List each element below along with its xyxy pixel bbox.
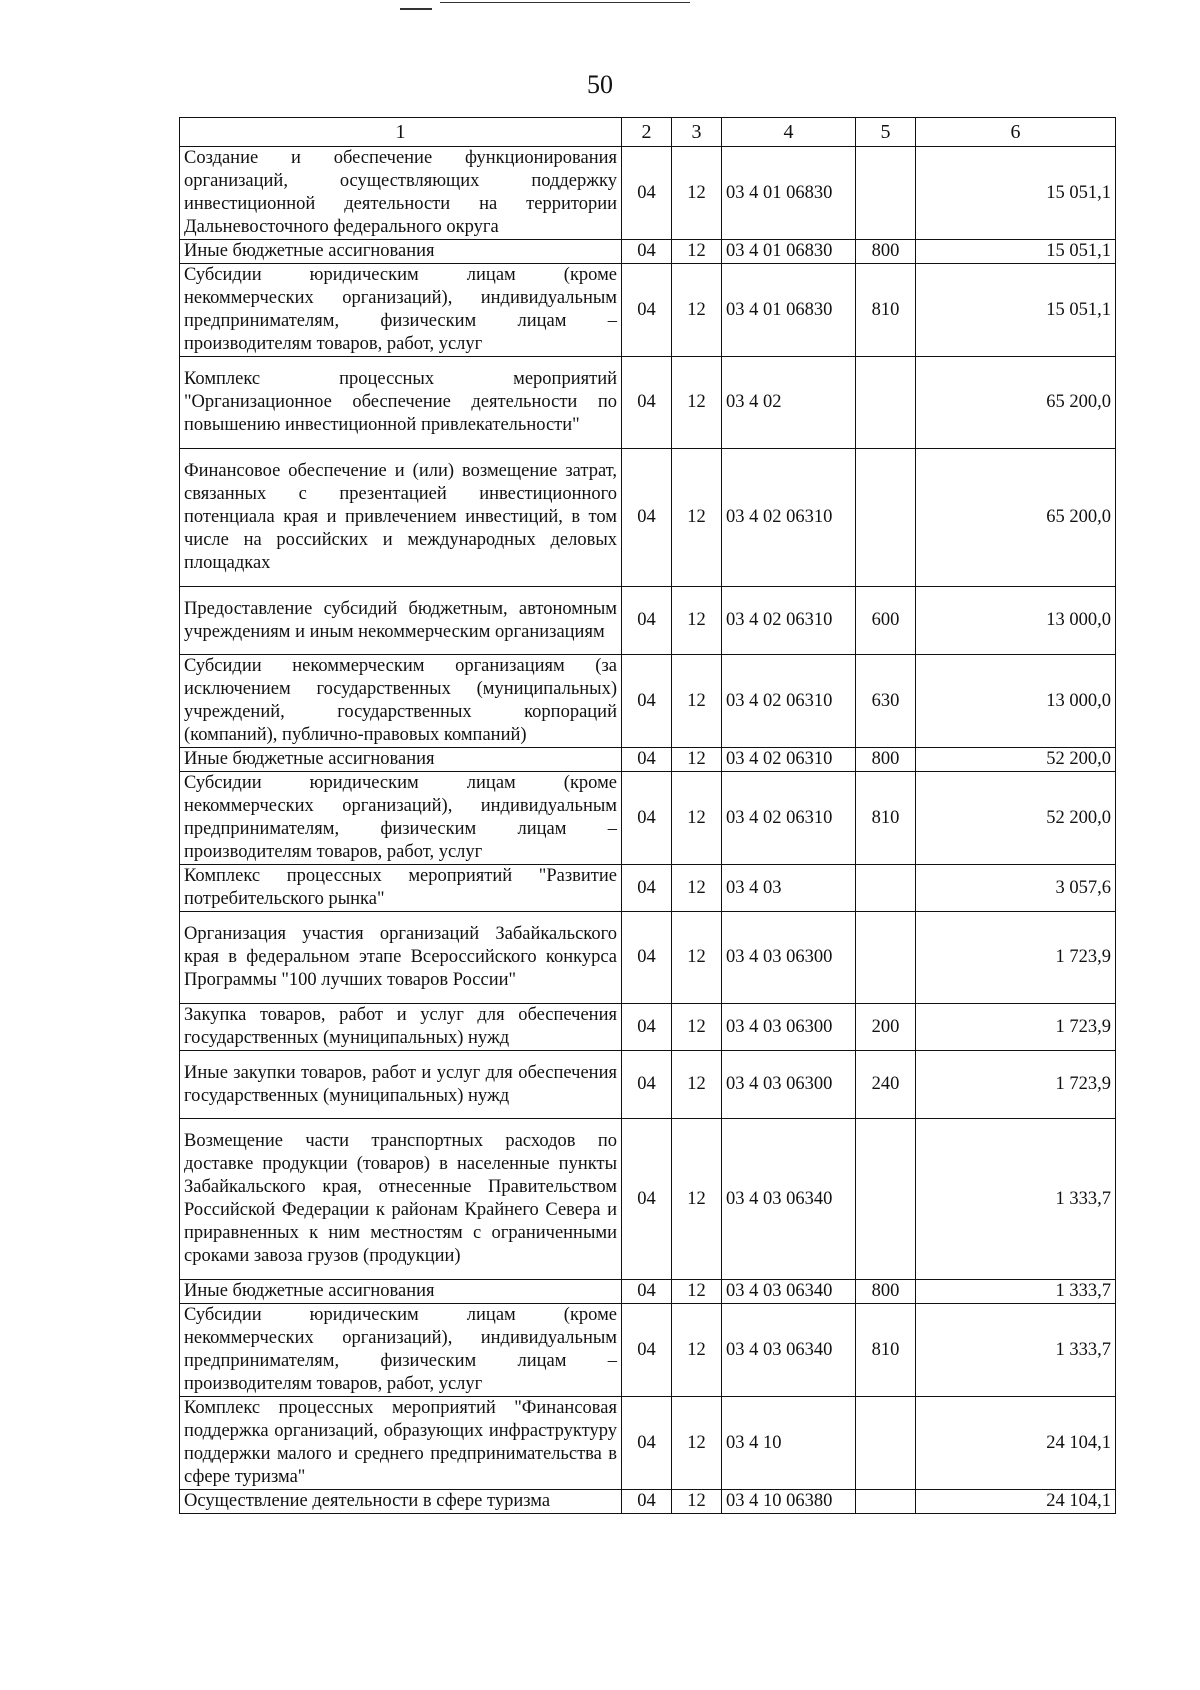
expense-type-code: 240 [856,1051,916,1119]
table-row [180,1397,1116,1490]
expense-type-code: 810 [856,772,916,865]
target-item-code: 03 4 03 06300 [722,1004,856,1051]
amount: 52 200,0 [916,748,1116,772]
amount: 52 200,0 [916,772,1116,865]
subsection-code: 12 [672,147,722,240]
section-code: 04 [622,264,672,357]
section-code: 04 [622,357,672,449]
target-item-code: 03 4 10 06380 [722,1490,856,1514]
subsection-code: 12 [672,1051,722,1119]
subsection-code: 12 [672,865,722,912]
amount: 13 000,0 [916,655,1116,748]
scan-artifact [400,8,432,10]
section-code: 04 [622,587,672,655]
table-row [180,865,1116,912]
amount: 24 104,1 [916,1397,1116,1490]
amount: 1 333,7 [916,1280,1116,1304]
section-code: 04 [622,655,672,748]
target-item-code: 03 4 03 [722,865,856,912]
item-name: Комплекс процессных мероприятий "Развитие потребительского рынка" [180,865,622,912]
table-row [180,655,1116,748]
expense-type-code [856,357,916,449]
expense-type-code: 800 [856,748,916,772]
scan-artifact [440,2,690,3]
item-name: Субсидии юридическим лицам (кроме некоммерческих организаций), индивидуальным предпринимателям, физическим лицам – производителям товаров, работ, услуг [180,264,622,357]
section-code: 04 [622,1119,672,1280]
table-row [180,1004,1116,1051]
expense-type-code [856,449,916,587]
item-name: Организация участия организаций Забайкальского края в федеральном этапе Всероссийского конкурса Программы "100 лучших товаров России" [180,912,622,1004]
item-name: Финансовое обеспечение и (или) возмещение затрат, связанных с презентацией инвестиционного потенциала края и привлечением инвестиций, в том числе на российских и международных деловых площадках [180,449,622,587]
section-code: 04 [622,1051,672,1119]
section-code: 04 [622,147,672,240]
subsection-code: 12 [672,587,722,655]
expense-type-code [856,1490,916,1514]
target-item-code: 03 4 01 06830 [722,147,856,240]
amount: 3 057,6 [916,865,1116,912]
amount: 1 333,7 [916,1304,1116,1397]
table-row [180,587,1116,655]
expense-type-code: 810 [856,1304,916,1397]
amount: 65 200,0 [916,357,1116,449]
column-header: 2 [622,118,672,147]
column-header: 6 [916,118,1116,147]
table-row [180,1119,1116,1280]
subsection-code: 12 [672,912,722,1004]
section-code: 04 [622,449,672,587]
subsection-code: 12 [672,772,722,865]
target-item-code: 03 4 03 06300 [722,1051,856,1119]
expense-type-code [856,1119,916,1280]
expense-type-code [856,865,916,912]
subsection-code: 12 [672,264,722,357]
table-row [180,240,1116,264]
item-name: Иные бюджетные ассигнования [180,748,622,772]
target-item-code: 03 4 02 06310 [722,655,856,748]
item-name: Возмещение части транспортных расходов по доставке продукции (товаров) в населенные пункты Забайкальского края, отнесенные Правительством Российской Федерации к районам Крайнего Севера и приравненных к ним местностям с ограниченными сроками завоза грузов (продукции) [180,1119,622,1280]
target-item-code: 03 4 02 06310 [722,748,856,772]
table-row [180,357,1116,449]
target-item-code: 03 4 03 06300 [722,912,856,1004]
table-row [180,449,1116,587]
column-header: 3 [672,118,722,147]
table-row [180,1051,1116,1119]
target-item-code: 03 4 01 06830 [722,264,856,357]
subsection-code: 12 [672,1119,722,1280]
expense-type-code: 810 [856,264,916,357]
column-header: 5 [856,118,916,147]
item-name: Комплекс процессных мероприятий "Организационное обеспечение деятельности по повышению инвестиционной привлекательности" [180,357,622,449]
amount: 15 051,1 [916,264,1116,357]
amount: 15 051,1 [916,147,1116,240]
subsection-code: 12 [672,655,722,748]
amount: 15 051,1 [916,240,1116,264]
item-name: Иные бюджетные ассигнования [180,240,622,264]
table-row [180,748,1116,772]
section-code: 04 [622,748,672,772]
subsection-code: 12 [672,748,722,772]
target-item-code: 03 4 01 06830 [722,240,856,264]
target-item-code: 03 4 02 06310 [722,772,856,865]
budget-allocation-table [179,117,1116,1514]
expense-type-code [856,1397,916,1490]
item-name: Осуществление деятельности в сфере туризма [180,1490,622,1514]
amount: 24 104,1 [916,1490,1116,1514]
table-row [180,772,1116,865]
subsection-code: 12 [672,240,722,264]
table-row [180,264,1116,357]
section-code: 04 [622,1280,672,1304]
section-code: 04 [622,1304,672,1397]
target-item-code: 03 4 02 06310 [722,449,856,587]
amount: 1 723,9 [916,912,1116,1004]
expense-type-code: 600 [856,587,916,655]
item-name: Предоставление субсидий бюджетным, автономным учреждениям и иным некоммерческим организациям [180,587,622,655]
expense-type-code: 800 [856,1280,916,1304]
section-code: 04 [622,1004,672,1051]
table-row [180,912,1116,1004]
expense-type-code: 630 [856,655,916,748]
target-item-code: 03 4 02 [722,357,856,449]
item-name: Иные закупки товаров, работ и услуг для обеспечения государственных (муниципальных) нужд [180,1051,622,1119]
column-header: 1 [180,118,622,147]
amount: 1 723,9 [916,1051,1116,1119]
section-code: 04 [622,1397,672,1490]
item-name: Субсидии юридическим лицам (кроме некоммерческих организаций), индивидуальным предпринимателям, физическим лицам – производителям товаров, работ, услуг [180,1304,622,1397]
subsection-code: 12 [672,1280,722,1304]
item-name: Субсидии юридическим лицам (кроме некоммерческих организаций), индивидуальным предпринимателям, физическим лицам – производителям товаров, работ, услуг [180,772,622,865]
expense-type-code [856,912,916,1004]
item-name: Субсидии некоммерческим организациям (за исключением государственных (муниципальных) учреждений, государственных корпораций (компаний), публично-правовых компаний) [180,655,622,748]
page-number: 50 [587,70,613,99]
target-item-code: 03 4 03 06340 [722,1304,856,1397]
target-item-code: 03 4 02 06310 [722,587,856,655]
table-row [180,1490,1116,1514]
target-item-code: 03 4 03 06340 [722,1119,856,1280]
item-name: Закупка товаров, работ и услуг для обеспечения государственных (муниципальных) нужд [180,1004,622,1051]
table-row [180,1304,1116,1397]
expense-type-code [856,147,916,240]
subsection-code: 12 [672,449,722,587]
section-code: 04 [622,865,672,912]
amount: 13 000,0 [916,587,1116,655]
table-row [180,147,1116,240]
amount: 65 200,0 [916,449,1116,587]
item-name: Комплекс процессных мероприятий "Финансовая поддержка организаций, образующих инфраструктуру поддержки малого и среднего предпринимательства в сфере туризма" [180,1397,622,1490]
table-row [180,1280,1116,1304]
amount: 1 333,7 [916,1119,1116,1280]
subsection-code: 12 [672,1004,722,1051]
target-item-code: 03 4 10 [722,1397,856,1490]
section-code: 04 [622,240,672,264]
table-header-row [180,118,1116,147]
target-item-code: 03 4 03 06340 [722,1280,856,1304]
item-name: Иные бюджетные ассигнования [180,1280,622,1304]
subsection-code: 12 [672,1304,722,1397]
expense-type-code: 200 [856,1004,916,1051]
subsection-code: 12 [672,357,722,449]
item-name: Создание и обеспечение функционирования организаций, осуществляющих поддержку инвестиционной деятельности на территории Дальневосточного федерального округа [180,147,622,240]
amount: 1 723,9 [916,1004,1116,1051]
section-code: 04 [622,772,672,865]
subsection-code: 12 [672,1397,722,1490]
section-code: 04 [622,1490,672,1514]
expense-type-code: 800 [856,240,916,264]
column-header: 4 [722,118,856,147]
section-code: 04 [622,912,672,1004]
subsection-code: 12 [672,1490,722,1514]
